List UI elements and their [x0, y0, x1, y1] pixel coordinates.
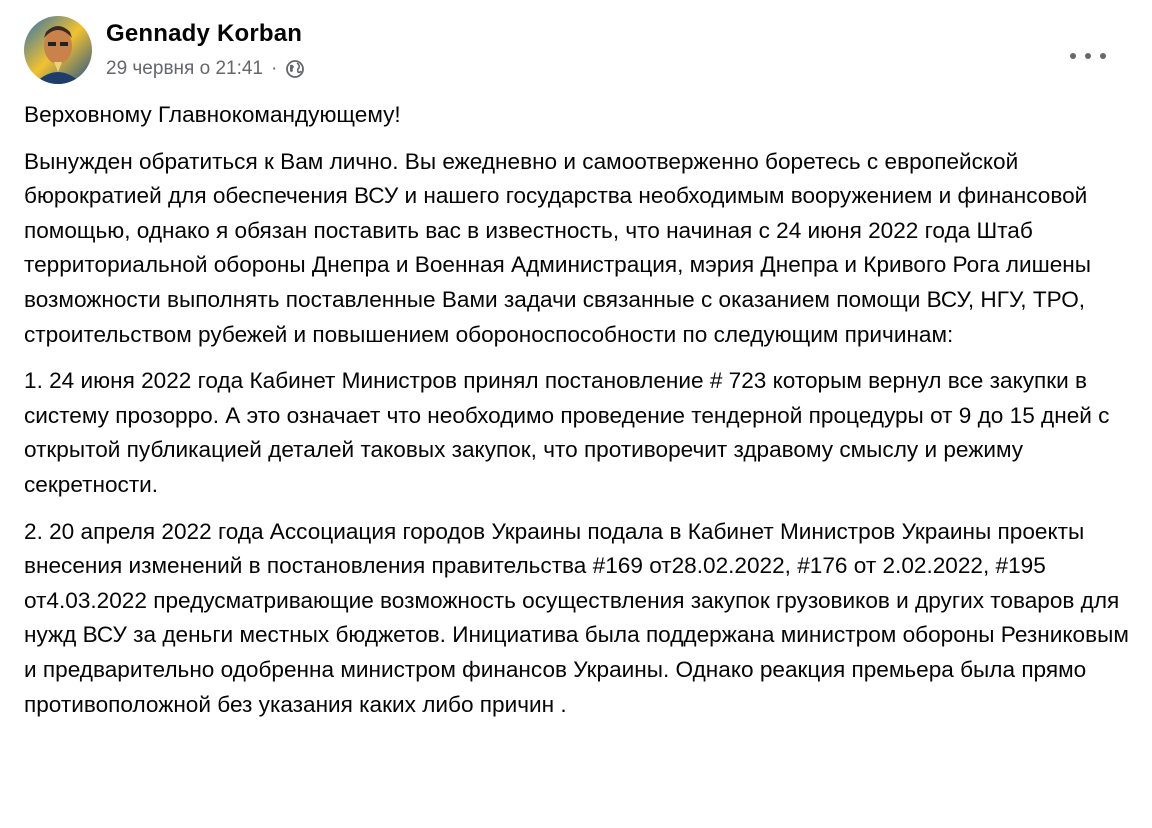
globe-icon[interactable]: [285, 59, 305, 79]
menu-dot: [1070, 53, 1076, 59]
post-paragraph-point-1: 1. 24 июня 2022 года Кабинет Министров принял постановление # 723 которым вернул все закупки в систему прозорро. А это означает что необходимо проведение тендерной процедуры от 9 до 15 дней с открытой публикацией деталей таковых закупок, что противоречит здравому смыслу и режиму секретности.: [24, 368, 1110, 497]
post-meta: [106, 58, 305, 80]
post-body: [24, 98, 1132, 734]
post-paragraph-greeting: Верховному Главнокомандующему!: [24, 102, 401, 127]
menu-dot: [1100, 53, 1106, 59]
avatar-image: [24, 16, 92, 84]
meta-separator: ·: [271, 58, 278, 79]
more-options-icon[interactable]: [1070, 46, 1106, 66]
post-paragraph-point-2: 2. 20 апреля 2022 года Ассоциация городов Украины подала в Кабинет Министров Украины проекты внесения изменений в постановления правительства #169 от28.02.2022, #176 от 2.02.2022, #195 от4.03.2022 предусматривающие возможность осуществления закупок грузовиков и других товаров для нужд ВСУ за деньги местных бюджетов. Инициатива была поддержана министром обороны Резниковым и предварительно одобренна министром финансов Украины. Однако реакция премьера была прямо противоположной без указания каких либо причин .: [24, 518, 1129, 717]
author-name[interactable]: Gennady Korban: [106, 20, 303, 47]
post-header: [24, 16, 1128, 86]
menu-dot: [1085, 53, 1091, 59]
post-timestamp[interactable]: 29 червня о 21:41: [106, 58, 263, 79]
profile-avatar[interactable]: [24, 16, 92, 84]
post-paragraph-intro: Вынужден обратиться к Вам лично. Вы ежедневно и самоотверженно боретесь с европейской бюрократией для обеспечения ВСУ и нашего государства необходимым вооружением и финансовой помощью, однако я обязан поставить вас в известность, что начиная с 24 июня 2022 года Штаб территориальной обороны Днепра и Военная Администрация, мэрия Днепра и Кривого Рога лишены возможности выполнять поставленные Вами задачи связанные с оказанием помощи ВСУ, НГУ, ТРО, строительством рубежей и повышением обороноспособности по следующим причинам:: [24, 148, 1092, 347]
